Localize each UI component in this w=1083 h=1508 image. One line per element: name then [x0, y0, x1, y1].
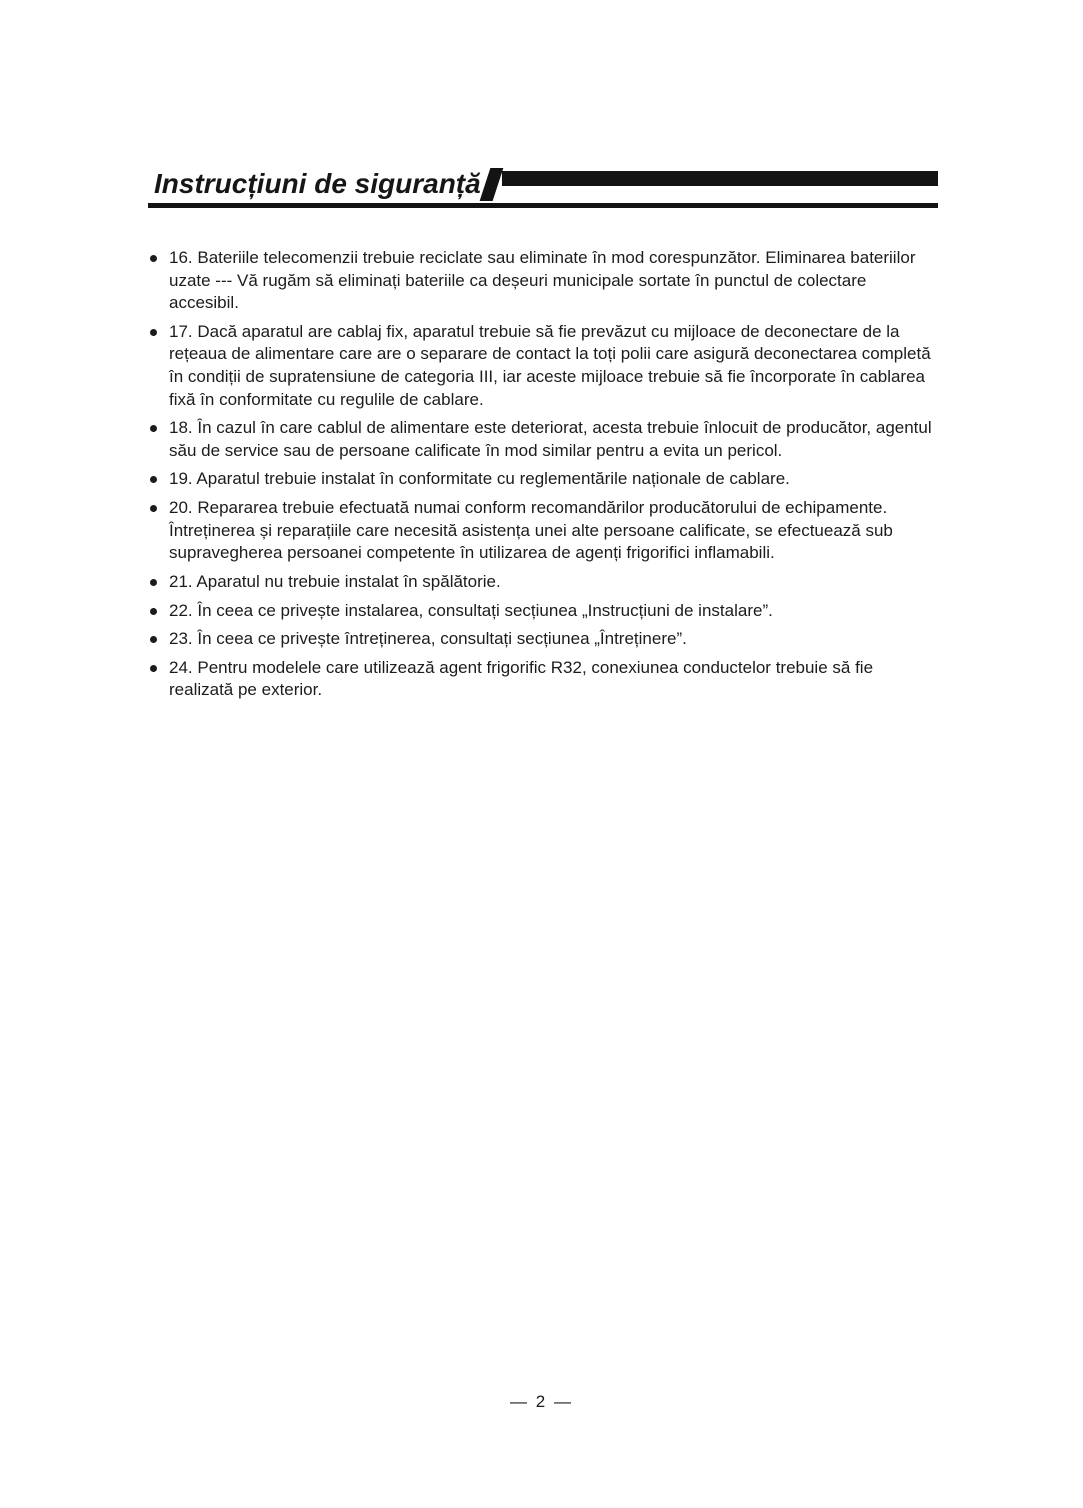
header-row [148, 168, 938, 201]
header-bar-decoration [502, 171, 938, 186]
list-item: 16. Bateriile telecomenzii trebuie reciclate sau eliminate în mod corespunzător. Eliminarea bateriilor uzate --- Vă rugăm să eliminați bateriile ca deșeuri municipale sortate în punctul de colectare accesibil. [148, 247, 938, 315]
safety-instructions-list [148, 247, 938, 702]
list-item: 18. În cazul în care cablul de alimentare este deteriorat, acesta trebuie înlocuit de producător, agentul său de service sau de persoane calificate în mod similar pentru a evita un pericol. [148, 417, 938, 462]
list-item: 20. Repararea trebuie efectuată numai conform recomandărilor producătorului de echipamente. Întreținerea și reparațiile care necesită asistența unei alte persoane calificate, se efectuează sub supravegherea persoanei competente în utilizarea de agenți frigorifici inflamabili. [148, 497, 938, 565]
document-page [148, 168, 938, 708]
list-item: 17. Dacă aparatul are cablaj fix, aparatul trebuie să fie prevăzut cu mijloace de deconectare de la rețeaua de alimentare care are o separare de contact la toți polii care asigură deconectarea completă în condiții de supratensiune de categoria III, iar aceste mijloace trebuie să fie încorporate în cablarea fixă în conformitate cu regulile de cablare. [148, 321, 938, 411]
list-item: 21. Aparatul nu trebuie instalat în spălătorie. [148, 571, 938, 594]
page-header [148, 168, 938, 208]
list-item: 19. Aparatul trebuie instalat în conformitate cu reglementările naționale de cablare. [148, 468, 938, 491]
list-item: 22. În ceea ce privește instalarea, consultați secțiunea „Instrucțiuni de instalare”. [148, 600, 938, 623]
list-item: 24. Pentru modelele care utilizează agent frigorific R32, conexiunea conductelor trebuie să fie realizată pe exterior. [148, 657, 938, 702]
list-item: 23. În ceea ce privește întreținerea, consultați secțiunea „Întreținere”. [148, 628, 938, 651]
header-slash-decoration [479, 168, 503, 201]
page-number: — 2 — [510, 1392, 573, 1411]
page-title: Instrucțiuni de siguranță [154, 168, 481, 199]
